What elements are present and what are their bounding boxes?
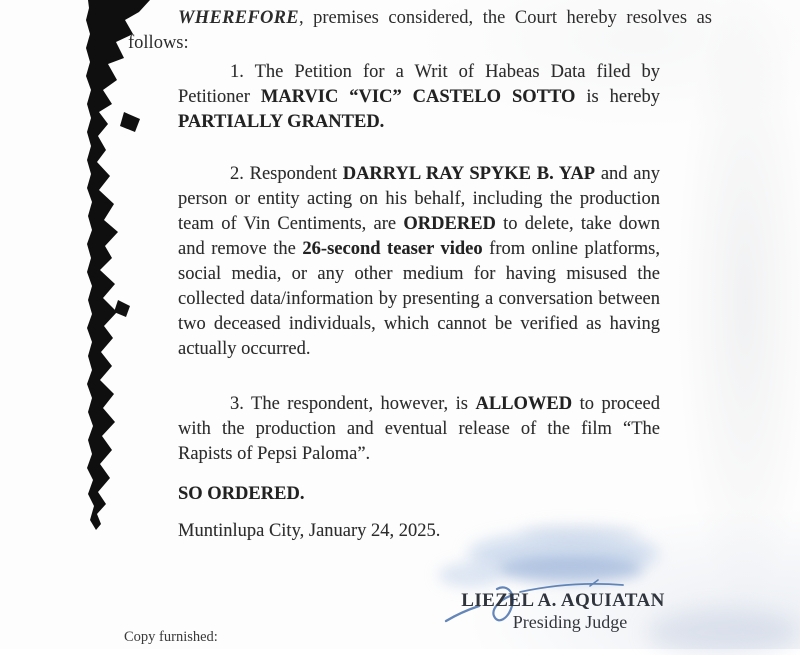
text-run: to delete, take down and remove the xyxy=(178,214,660,259)
order-item-2 xyxy=(178,162,660,362)
intro-text: , premises considered, the Court hereby resolves as follows: xyxy=(128,8,712,53)
judge-name: LIEZEL A. AQUIATAN xyxy=(461,590,665,611)
text-run: is hereby xyxy=(575,87,661,107)
respondent-name: DARRYL RAY SPYKE B. YAP xyxy=(342,164,596,184)
text-run: to proceed with the production and eventual release of the film “The Rapists of Pepsi Paloma”. xyxy=(178,394,660,464)
order-item-1 xyxy=(178,60,660,135)
signature-block xyxy=(438,590,688,633)
place-date-line: Muntinlupa City, January 24, 2025. xyxy=(178,521,441,541)
text-run: 2. Respondent xyxy=(230,164,343,184)
text-run: 1. The Petition for a Writ of Habeas Data filed by Petitioner xyxy=(178,62,660,107)
text-run: and any person or entity acting on his behalf, including the production team of Vin Centiments, are xyxy=(178,164,660,234)
copy-furnished-label: Copy furnished: xyxy=(124,629,218,645)
signature-smudge xyxy=(468,533,658,575)
text-run: from online platforms, social media, or any other medium for having misused the collected data/information by presenting a conversation between two deceased individuals, which cannot be verified as having actually occurred. xyxy=(178,239,660,359)
signature-smudge xyxy=(498,556,643,583)
resolution-intro-paragraph xyxy=(128,6,712,56)
teaser-video-text: 26-second teaser video xyxy=(302,239,483,259)
signature-smudge xyxy=(438,563,502,587)
allowed-text: ALLOWED xyxy=(475,394,573,414)
judge-title: Presiding Judge xyxy=(512,612,628,632)
scan-torn-edge-artifact xyxy=(0,0,170,649)
text-run: 3. The respondent, however, is xyxy=(230,394,476,414)
petitioner-name: MARVIC “VIC” CASTELO SOTTO xyxy=(260,87,576,107)
partially-granted-text: PARTIALLY GRANTED. xyxy=(178,112,385,132)
wherefore-lead: WHEREFORE xyxy=(178,8,299,28)
order-item-3 xyxy=(178,392,660,467)
so-ordered-line: SO ORDERED. xyxy=(178,484,305,504)
signature-smudge xyxy=(520,524,640,542)
ordered-text: ORDERED xyxy=(403,214,496,234)
